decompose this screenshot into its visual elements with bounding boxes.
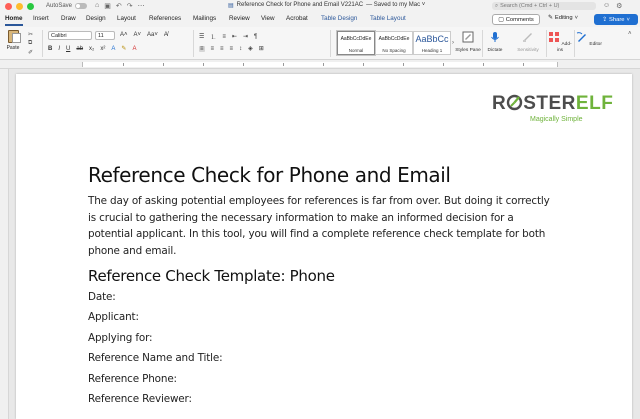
editor-label: Editor [589,42,602,47]
save-icon[interactable]: ▣ [104,3,111,10]
italic-icon[interactable]: I [58,45,61,52]
document-canvas [0,69,640,419]
ruler-tick [283,63,284,66]
tab-table-layout[interactable]: Table Layout [370,15,406,22]
align-center-icon[interactable]: ≡ [210,45,215,52]
rosterelf-logo [492,93,617,123]
ruler-tick [403,63,404,66]
style-heading-1[interactable] [413,31,451,55]
ruler-tick [523,63,524,66]
change-case-icon[interactable]: Aa˅ [147,32,158,38]
tab-mailings[interactable]: Mailings [193,15,217,22]
editor-button[interactable] [576,31,602,48]
divider [42,30,43,57]
multilevel-list-icon[interactable]: ≡ [222,33,226,40]
sensitivity-button[interactable] [512,31,544,53]
editor-pen-icon [576,31,588,43]
home-ribbon [0,27,640,60]
tab-home[interactable]: Home [5,15,23,22]
justify-icon[interactable]: ≡ [229,45,234,52]
styles-pane-icon [462,31,474,43]
account-icon[interactable]: ☺ [603,2,611,9]
font-size-select[interactable] [95,31,115,40]
clipboard-icon [8,30,19,43]
text-effects-icon[interactable]: A [111,45,116,52]
comment-icon: ▢ [498,16,504,23]
tab-acrobat[interactable]: Acrobat [286,15,308,22]
bullets-icon[interactable]: ☰ [199,34,205,40]
divider [330,30,331,57]
shrink-font-icon[interactable]: A˅ [133,32,142,38]
style-preview: AaBbCcDdEe [340,36,372,42]
collapse-ribbon-icon[interactable]: ˄ [628,31,632,37]
shading-icon[interactable]: ◈ [248,46,253,52]
decrease-indent-icon[interactable]: ⇤ [231,34,237,40]
comments-button[interactable] [492,14,540,25]
document-title-heading: Reference Check for Phone and Email [88,163,451,187]
font-name-value: Calibri [51,33,67,39]
logo-letter-r: R [492,93,507,114]
share-button[interactable] [594,14,638,25]
dictate-button[interactable] [482,31,508,53]
add-ins-button[interactable] [547,31,573,53]
document-title[interactable] [228,2,425,9]
logo-elf: ELF [575,93,614,114]
divider [574,30,575,57]
add-ins-label: Add-ins [556,42,572,53]
document-page[interactable] [16,74,632,419]
horizontal-ruler[interactable] [0,60,640,69]
subscript-icon[interactable]: x₂ [89,45,95,52]
close-window-button[interactable] [5,3,12,10]
vertical-ruler[interactable] [0,69,9,419]
style-name: No Spacing [382,48,406,53]
format-painter-icon[interactable]: ✐ [28,50,34,56]
field-reference-reviewer: Reference Reviewer: [88,393,192,405]
field-reference-phone: Reference Phone: [88,373,177,385]
style-no-spacing[interactable] [375,31,413,55]
paragraph-list-tools [199,32,257,41]
styles-more-icon[interactable]: › [452,40,454,46]
divider [193,30,194,57]
quick-access-toolbar [95,2,145,10]
sensitivity-icon [522,31,534,43]
home-icon[interactable]: ⌂ [95,2,100,9]
ruler-tick [123,63,124,66]
tab-design[interactable]: Design [86,15,106,22]
ruler-track [82,62,558,67]
ribbon-tabs [0,12,640,27]
ruler-tick [203,63,204,66]
copy-icon[interactable]: ⧉ [28,40,33,46]
underline-icon[interactable]: U [66,45,71,52]
save-status: — Saved to my Mac ˅ [366,2,426,8]
field-applicant: Applicant: [88,311,139,323]
superscript-icon[interactable]: x² [100,45,106,52]
settings-icon[interactable]: ⚙ [616,3,623,10]
bold-icon[interactable]: B [48,45,53,52]
logo-wordmark [492,93,617,115]
field-applying-for: Applying for: [88,332,153,344]
tab-draw[interactable]: Draw [61,15,76,22]
search-icon: ⌕ [495,2,499,9]
font-style-tools [48,45,136,52]
cut-icon[interactable]: ✂ [28,32,34,38]
autosave [46,3,87,9]
styles-pane-label: Styles Pane [455,47,481,53]
search-input[interactable] [492,2,596,10]
search-placeholder: Search (Cmd + Ctrl + U) [500,3,560,9]
style-normal[interactable] [337,31,375,55]
logo-ster: STER [523,93,576,114]
strikethrough-icon[interactable]: ab [76,45,84,52]
align-right-icon[interactable]: ≡ [220,45,224,52]
logo-tagline: Magically Simple [530,116,583,123]
font-name-select[interactable] [48,31,92,40]
intro-paragraph: The day of asking potential employees for references is far from over. But doing it correctly is crucial to gathering the necessary information to make an informed decision for a potential applicant. In this tool, you will find a complete reference check template for both phone and email. [88,195,550,257]
sensitivity-label: Sensitivity [517,47,539,53]
zoom-window-button[interactable] [27,3,34,10]
increase-indent-icon[interactable]: ⇥ [242,34,248,40]
ruler-tick [323,63,324,66]
autosave-label: AutoSave [46,3,73,9]
undo-icon[interactable]: ↶ [115,3,122,10]
paragraph-align-tools [199,45,264,52]
line-spacing-icon[interactable]: ↕ [239,45,243,52]
editing-label: Editing [554,15,573,21]
style-preview: AaBbCc [415,34,449,44]
paste-button[interactable] [5,30,21,51]
ruler-tick [163,63,164,66]
paste-label: Paste [6,45,20,51]
align-left-icon[interactable]: ≡ [200,45,204,52]
dictate-label: Dictate [487,47,503,53]
show-formatting-icon[interactable]: ¶ [253,33,258,40]
clear-formatting-icon[interactable]: A̸ [163,32,168,38]
editing-mode-button[interactable] [548,15,578,21]
numbering-icon[interactable]: ⒈ [210,35,217,41]
redo-icon[interactable]: ↷ [126,3,133,10]
borders-icon[interactable]: ⊞ [258,46,264,52]
share-label: Share [609,16,625,23]
add-ins-icon [548,31,560,43]
tab-references[interactable]: References [149,15,182,22]
style-name: Normal [348,48,364,53]
ruler-tick [443,63,444,66]
style-preview: AaBbCcDdEe [378,36,410,42]
autosave-toggle[interactable] [75,3,87,9]
tab-insert[interactable]: Insert [33,15,49,22]
section-heading: Reference Check Template: Phone [88,267,335,285]
tab-layout[interactable]: Layout [117,15,136,22]
font-size-value: 11 [98,33,104,39]
ruler-tick [483,63,484,66]
highlight-icon[interactable]: ✎ [121,46,127,52]
grow-font-icon[interactable]: A˄ [120,32,128,38]
font-size-tools [120,32,168,38]
document-name: Reference Check for Phone and Email V221AC [236,2,364,8]
minimize-window-button[interactable] [16,3,23,10]
share-icon: ⇪ [602,16,607,23]
more-icon[interactable]: ⋯ [137,3,145,10]
styles-pane-button[interactable] [455,31,481,53]
ruler-tick [243,63,244,66]
chevron-down-icon: ˅ [626,16,630,23]
clock-o-icon [506,94,523,111]
pencil-icon: ✎ [548,15,553,21]
window-controls [5,3,34,10]
microphone-icon [489,31,501,43]
ruler-tick [363,63,364,66]
tab-table-design[interactable]: Table Design [321,15,358,22]
style-name: Heading 1 [421,48,443,53]
field-reference-name: Reference Name and Title: [88,352,223,364]
comments-label: Comments [505,16,534,23]
tab-review[interactable]: Review [229,15,250,22]
tab-view[interactable]: View [261,15,275,22]
title-bar [0,0,640,12]
font-color-icon[interactable]: A [132,45,137,52]
word-document-icon: ▤ [228,3,234,9]
title-bar-right [603,2,622,10]
chevron-down-icon: ˅ [574,15,578,21]
field-date: Date: [88,291,116,303]
